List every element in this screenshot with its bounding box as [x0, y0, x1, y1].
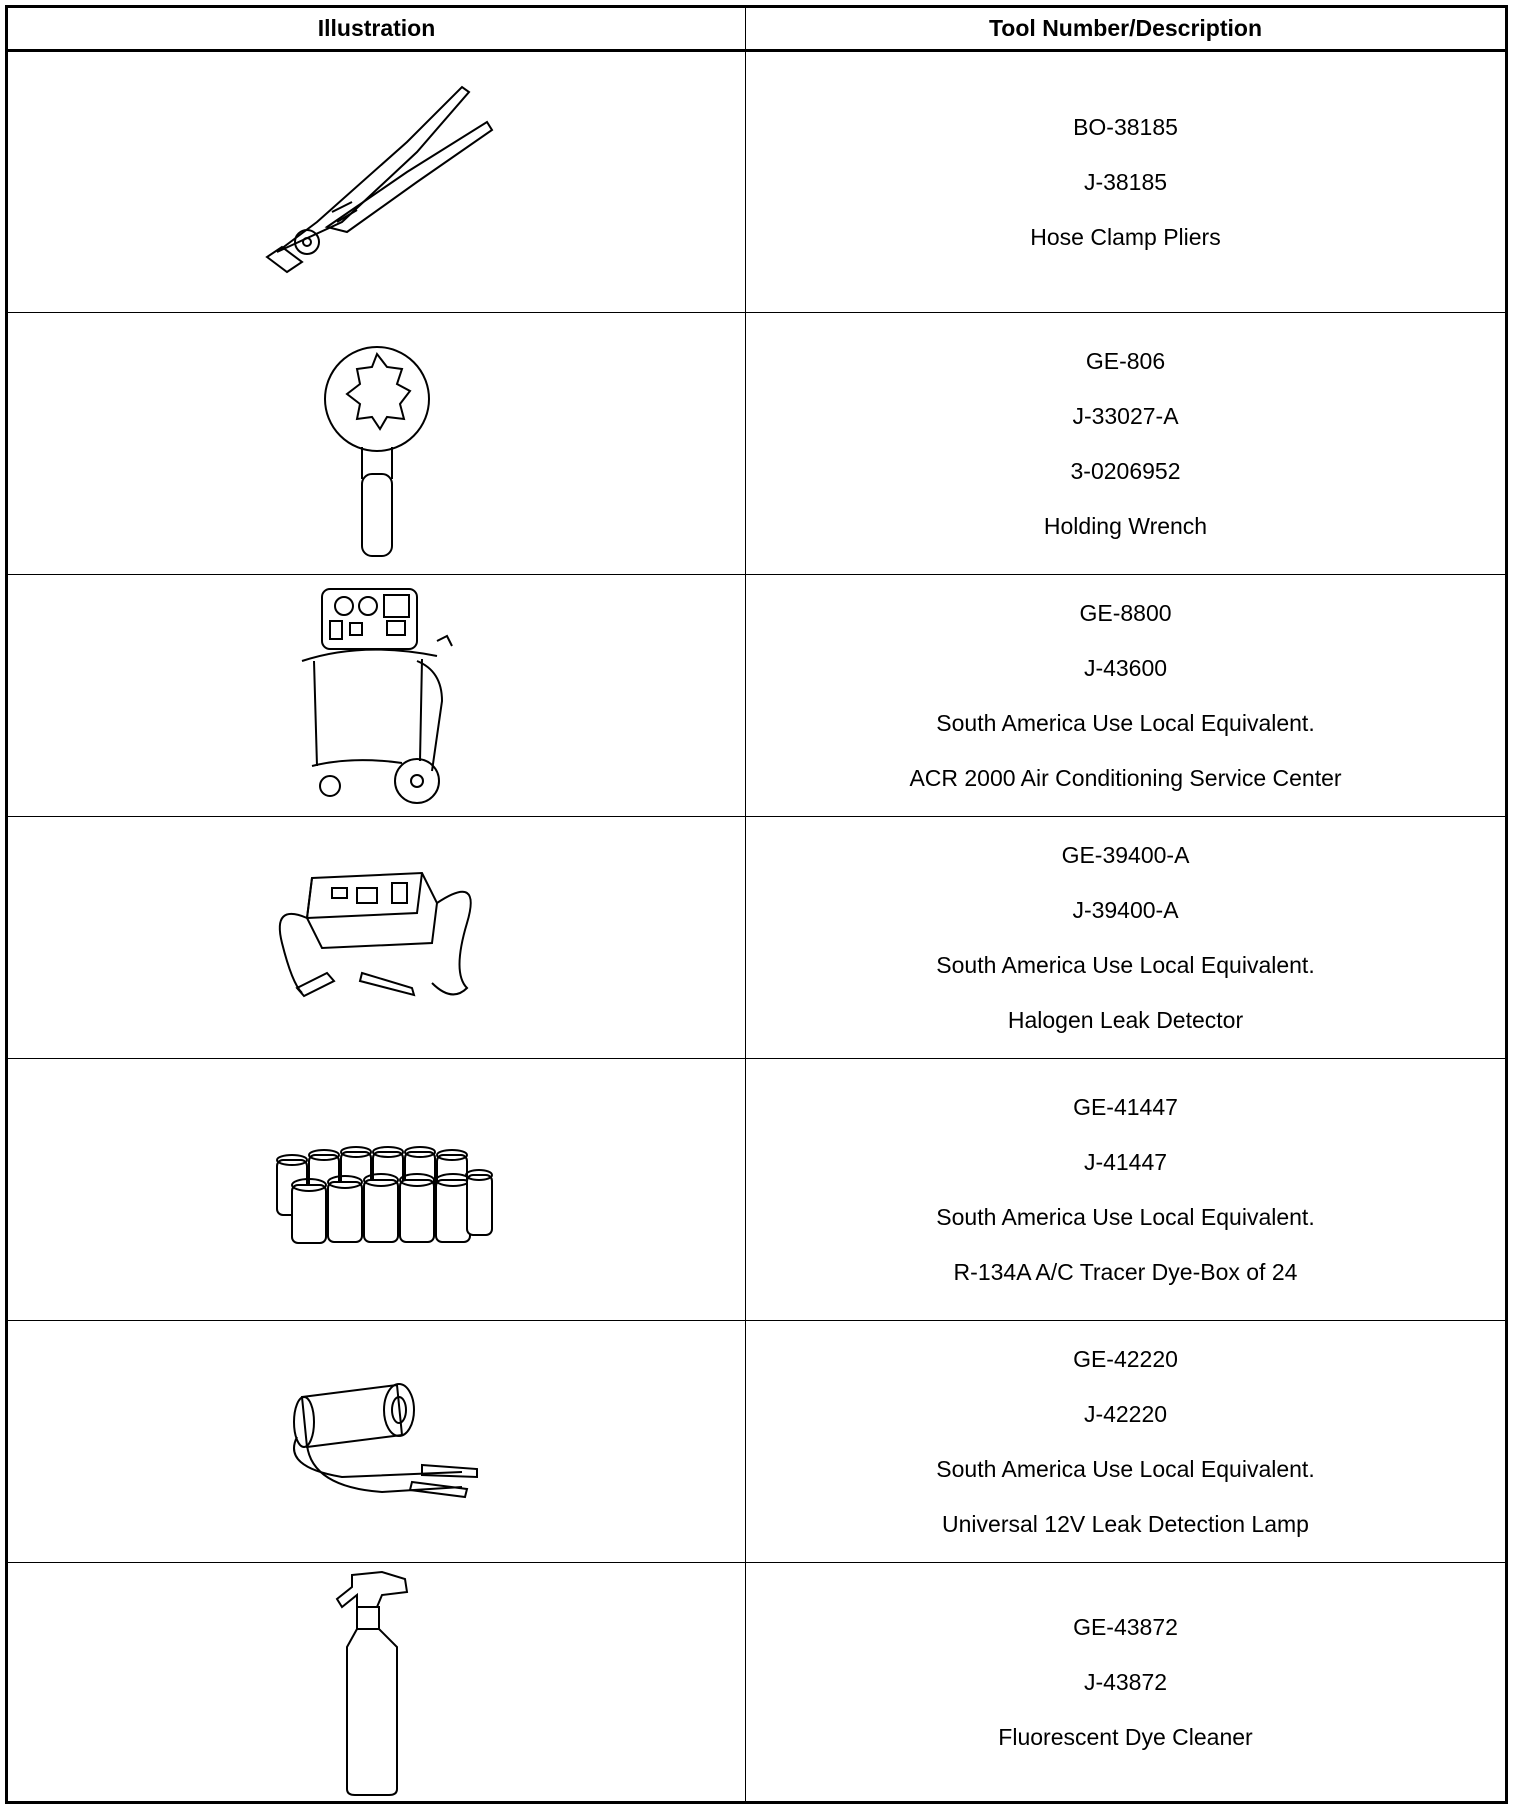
description-cell	[746, 1059, 1507, 1321]
tool-note: South America Use Local Equivalent.	[936, 1455, 1315, 1482]
tool-number: J-43600	[1083, 654, 1168, 681]
tool-number: J-38185	[1083, 168, 1168, 195]
illustration-cell	[7, 1321, 746, 1563]
table-row	[7, 817, 1507, 1059]
header-tool-description: Tool Number/Description	[746, 7, 1507, 51]
tool-number: GE-43872	[1073, 1613, 1178, 1640]
tool-note: South America Use Local Equivalent.	[936, 951, 1315, 978]
header-illustration: Illustration	[7, 7, 746, 51]
tool-number: J-39400-A	[1072, 896, 1179, 923]
header-row	[7, 7, 1507, 51]
tool-description: Halogen Leak Detector	[1007, 1006, 1244, 1033]
table-row	[7, 575, 1507, 817]
illustration-cell	[7, 51, 746, 313]
table-row	[7, 313, 1507, 575]
tool-number: 3-0206952	[1070, 457, 1181, 484]
table-row	[7, 51, 1507, 313]
description-cell	[746, 575, 1507, 817]
tool-description: R-134A A/C Tracer Dye-Box of 24	[953, 1258, 1298, 1285]
tool-number: GE-39400-A	[1061, 841, 1190, 868]
tool-number: GE-8800	[1079, 599, 1172, 626]
spray-bottle-icon	[327, 1567, 427, 1797]
tool-description: Holding Wrench	[1043, 512, 1208, 539]
tool-number: GE-42220	[1073, 1345, 1178, 1372]
holding-wrench-icon	[322, 329, 432, 559]
tracer-dye-box-icon	[257, 1130, 497, 1250]
illustration-cell	[7, 1059, 746, 1321]
tools-table	[5, 5, 1508, 1804]
tool-note: South America Use Local Equivalent.	[936, 1203, 1315, 1230]
tool-description: ACR 2000 Air Conditioning Service Center	[909, 764, 1342, 791]
illustration-cell	[7, 575, 746, 817]
description-cell	[746, 1321, 1507, 1563]
description-cell	[746, 817, 1507, 1059]
table-row	[7, 1563, 1507, 1803]
halogen-leak-detector-icon	[262, 863, 492, 1013]
tool-number: J-43872	[1083, 1668, 1168, 1695]
description-cell	[746, 313, 1507, 575]
tool-description: Fluorescent Dye Cleaner	[998, 1723, 1253, 1750]
tool-number: GE-41447	[1073, 1093, 1178, 1120]
tool-number: J-33027-A	[1072, 402, 1179, 429]
tool-number: J-41447	[1083, 1148, 1168, 1175]
hose-clamp-pliers-icon	[257, 82, 497, 282]
illustration-cell	[7, 817, 746, 1059]
tool-note: South America Use Local Equivalent.	[936, 709, 1315, 736]
ac-service-center-icon	[292, 581, 462, 811]
tool-number: BO-38185	[1073, 113, 1178, 140]
table-row	[7, 1059, 1507, 1321]
tool-description: Universal 12V Leak Detection Lamp	[942, 1510, 1309, 1537]
illustration-cell	[7, 313, 746, 575]
table-row	[7, 1321, 1507, 1563]
description-cell	[746, 51, 1507, 313]
tool-description: Hose Clamp Pliers	[1030, 223, 1221, 250]
tool-number: GE-806	[1085, 347, 1166, 374]
illustration-cell	[7, 1563, 746, 1803]
description-cell	[746, 1563, 1507, 1803]
tool-number: J-42220	[1083, 1400, 1168, 1427]
leak-detection-lamp-icon	[262, 1377, 492, 1507]
